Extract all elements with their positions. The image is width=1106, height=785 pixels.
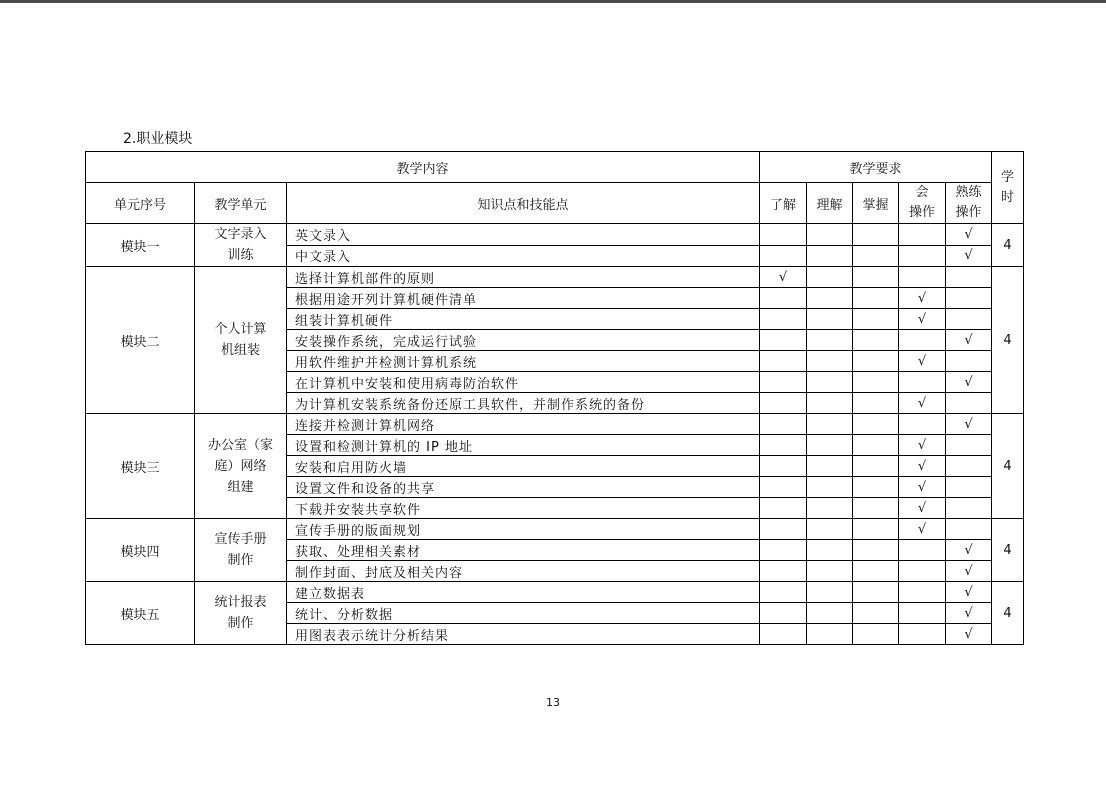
check-mark: √ [946, 414, 992, 435]
requirement-cell [807, 414, 853, 435]
knowledge-point: 中文录入 [287, 245, 760, 267]
table-row [86, 414, 1024, 435]
requirement-cell [899, 330, 946, 351]
section-title: 2.职业模块 [123, 131, 193, 147]
knowledge-point: 统计、分析数据 [287, 603, 760, 624]
requirement-cell [853, 414, 899, 435]
module-unit: 办公室（家 庭）网络 组建 [195, 414, 287, 519]
top-border [0, 0, 1106, 3]
check-mark: √ [946, 624, 992, 645]
requirement-cell [899, 582, 946, 603]
requirement-cell [946, 435, 992, 456]
requirement-cell [807, 309, 853, 330]
requirement-cell [760, 603, 807, 624]
header-hours: 学 时 [992, 152, 1024, 224]
requirement-cell [946, 351, 992, 372]
requirement-cell [853, 582, 899, 603]
check-mark: √ [760, 267, 807, 288]
module-number: 模块四 [86, 519, 195, 582]
knowledge-point: 用软件维护并检测计算机系统 [287, 351, 760, 372]
knowledge-point: 组装计算机硬件 [287, 309, 760, 330]
requirement-cell [807, 603, 853, 624]
requirement-cell [807, 582, 853, 603]
check-mark: √ [899, 435, 946, 456]
requirement-cell [853, 224, 899, 246]
module-unit: 文字录入 训练 [195, 224, 287, 267]
check-mark: √ [899, 309, 946, 330]
requirement-cell [853, 245, 899, 267]
module-hours: 4 [992, 414, 1024, 519]
knowledge-point: 下载并安装共享软件 [287, 498, 760, 519]
requirement-cell [899, 603, 946, 624]
header-level-master: 掌握 [853, 183, 899, 224]
requirement-cell [807, 477, 853, 498]
requirement-cell [807, 330, 853, 351]
knowledge-point: 获取、处理相关素材 [287, 540, 760, 561]
header-content: 教学内容 [86, 152, 760, 183]
requirement-cell [760, 351, 807, 372]
check-mark: √ [899, 498, 946, 519]
knowledge-point: 选择计算机部件的原则 [287, 267, 760, 288]
requirement-cell [853, 519, 899, 540]
requirement-cell [853, 456, 899, 477]
check-mark: √ [899, 288, 946, 309]
module-hours: 4 [992, 519, 1024, 582]
check-mark: √ [899, 519, 946, 540]
requirement-cell [760, 477, 807, 498]
requirement-cell [853, 498, 899, 519]
header-requirements: 教学要求 [760, 152, 992, 183]
table-row [86, 267, 1024, 288]
knowledge-point: 安装和启用防火墙 [287, 456, 760, 477]
table-body [86, 224, 1024, 645]
check-mark: √ [899, 456, 946, 477]
module-hours: 4 [992, 582, 1024, 645]
requirement-cell [760, 624, 807, 645]
requirement-cell [899, 372, 946, 393]
knowledge-point: 设置文件和设备的共享 [287, 477, 760, 498]
requirement-cell [807, 624, 853, 645]
header-unit: 教学单元 [195, 183, 287, 224]
header-level-proficient: 熟练 操作 [946, 183, 992, 224]
requirement-cell [853, 603, 899, 624]
requirement-cell [853, 351, 899, 372]
requirement-cell [853, 393, 899, 414]
check-mark: √ [946, 330, 992, 351]
requirement-cell [946, 393, 992, 414]
module-number: 模块三 [86, 414, 195, 519]
knowledge-point: 制作封面、封底及相关内容 [287, 561, 760, 582]
requirement-cell [807, 498, 853, 519]
requirement-cell [760, 456, 807, 477]
module-number: 模块五 [86, 582, 195, 645]
knowledge-point: 宣传手册的版面规划 [287, 519, 760, 540]
requirement-cell [760, 435, 807, 456]
requirement-cell [946, 267, 992, 288]
requirement-cell [946, 498, 992, 519]
table-row [86, 519, 1024, 540]
requirement-cell [760, 288, 807, 309]
requirement-cell [807, 245, 853, 267]
requirement-cell [899, 414, 946, 435]
check-mark: √ [946, 372, 992, 393]
header-unit-no: 单元序号 [86, 183, 195, 224]
requirement-cell [760, 414, 807, 435]
check-mark: √ [899, 351, 946, 372]
requirement-cell [760, 330, 807, 351]
requirement-cell [807, 519, 853, 540]
knowledge-point: 英文录入 [287, 224, 760, 246]
requirement-cell [853, 561, 899, 582]
requirement-cell [899, 561, 946, 582]
check-mark: √ [946, 540, 992, 561]
requirement-cell [807, 435, 853, 456]
requirement-cell [807, 224, 853, 246]
module-unit: 统计报表 制作 [195, 582, 287, 645]
module-hours: 4 [992, 267, 1024, 414]
check-mark: √ [946, 245, 992, 267]
requirement-cell [853, 540, 899, 561]
requirement-cell [946, 288, 992, 309]
header-knowledge: 知识点和技能点 [287, 183, 760, 224]
requirement-cell [760, 393, 807, 414]
requirement-cell [807, 393, 853, 414]
requirement-cell [899, 224, 946, 246]
check-mark: √ [946, 582, 992, 603]
requirement-cell [807, 540, 853, 561]
header-level-understand: 了解 [760, 183, 807, 224]
requirement-cell [853, 477, 899, 498]
requirement-cell [946, 309, 992, 330]
requirement-cell [807, 561, 853, 582]
curriculum-table [85, 151, 1024, 645]
requirement-cell [807, 351, 853, 372]
requirement-cell [760, 372, 807, 393]
check-mark: √ [899, 477, 946, 498]
module-number: 模块一 [86, 224, 195, 267]
requirement-cell [807, 267, 853, 288]
requirement-cell [853, 288, 899, 309]
check-mark: √ [946, 561, 992, 582]
knowledge-point: 用图表表示统计分析结果 [287, 624, 760, 645]
requirement-cell [899, 245, 946, 267]
requirement-cell [760, 309, 807, 330]
requirement-cell [760, 245, 807, 267]
table-row [86, 582, 1024, 603]
requirement-cell [946, 519, 992, 540]
knowledge-point: 根据用途开列计算机硬件清单 [287, 288, 760, 309]
module-hours: 4 [992, 224, 1024, 267]
requirement-cell [946, 456, 992, 477]
module-unit: 宣传手册 制作 [195, 519, 287, 582]
requirement-cell [807, 456, 853, 477]
requirement-cell [760, 224, 807, 246]
requirement-cell [760, 519, 807, 540]
requirement-cell [899, 267, 946, 288]
knowledge-point: 在计算机中安装和使用病毒防治软件 [287, 372, 760, 393]
requirement-cell [853, 309, 899, 330]
knowledge-point: 为计算机安装系统备份还原工具软件，并制作系统的备份 [287, 393, 760, 414]
requirement-cell [853, 372, 899, 393]
requirement-cell [853, 330, 899, 351]
requirement-cell [760, 582, 807, 603]
knowledge-point: 安装操作系统，完成运行试验 [287, 330, 760, 351]
requirement-cell [853, 435, 899, 456]
knowledge-point: 连接并检测计算机网络 [287, 414, 760, 435]
requirement-cell [853, 267, 899, 288]
check-mark: √ [946, 603, 992, 624]
table-row [86, 224, 1024, 246]
check-mark: √ [946, 224, 992, 246]
knowledge-point: 建立数据表 [287, 582, 760, 603]
header-level-operate: 会 操作 [899, 183, 946, 224]
check-mark: √ [899, 393, 946, 414]
knowledge-point: 设置和检测计算机的 IP 地址 [287, 435, 760, 456]
requirement-cell [807, 288, 853, 309]
requirement-cell [760, 498, 807, 519]
requirement-cell [946, 477, 992, 498]
requirement-cell [807, 372, 853, 393]
module-number: 模块二 [86, 267, 195, 414]
requirement-cell [899, 624, 946, 645]
requirement-cell [853, 624, 899, 645]
header-level-comprehend: 理解 [807, 183, 853, 224]
requirement-cell [760, 540, 807, 561]
requirement-cell [760, 561, 807, 582]
page-number: 13 [546, 696, 560, 709]
module-unit: 个人计算 机组装 [195, 267, 287, 414]
requirement-cell [899, 540, 946, 561]
